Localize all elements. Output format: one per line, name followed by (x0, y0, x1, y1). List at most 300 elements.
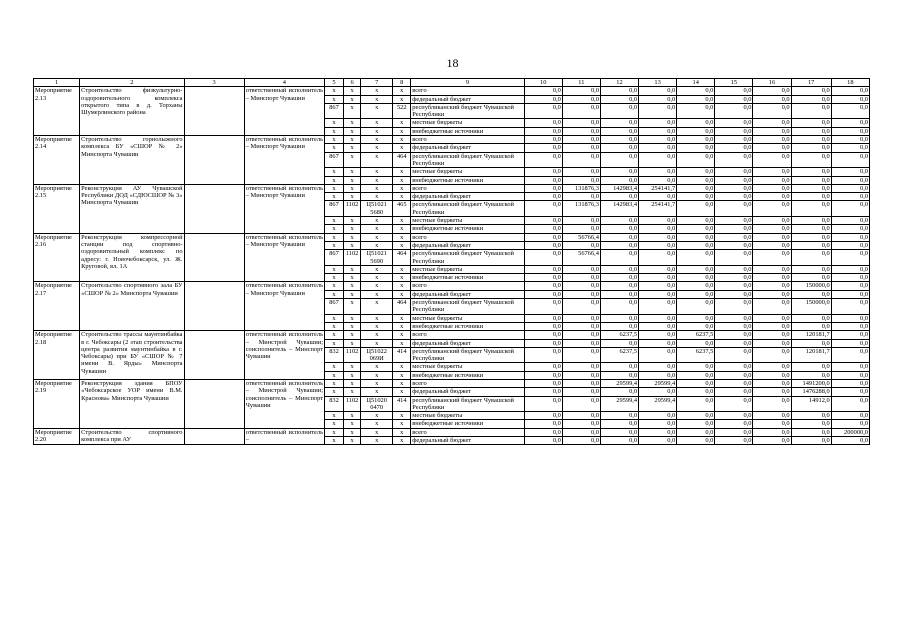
amount-cell: 0,0 (600, 87, 638, 95)
amount-cell: 0,0 (677, 225, 715, 233)
funding-source-cell: всего (411, 233, 524, 241)
amount-cell: 0,0 (677, 136, 715, 144)
funding-source-cell: республиканский бюджет Чувашской Республики (411, 103, 524, 119)
amount-cell: 0,0 (600, 322, 638, 330)
amount-cell: 0,0 (791, 339, 831, 347)
activity-description-cell: Строительство физкультурно-оздоровительного комплекса открытого типа в д. Торханы Шумерлинского района (80, 87, 184, 136)
budget-code-cell: x (361, 282, 393, 290)
amount-cell: 0,0 (639, 314, 677, 322)
amount-cell: 1491200,0 (791, 379, 831, 387)
amount-cell: 0,0 (753, 233, 791, 241)
budget-code-cell: x (393, 176, 411, 184)
amount-cell: 0,0 (524, 217, 562, 225)
amount-cell: 0,0 (831, 412, 869, 420)
budget-code-cell: x (325, 339, 344, 347)
amount-cell: 0,0 (831, 201, 869, 217)
amount-cell: 0,0 (562, 322, 600, 330)
amount-cell: 0,0 (791, 144, 831, 152)
amount-cell: 56766,4 (562, 233, 600, 241)
amount-cell: 0,0 (677, 119, 715, 127)
budget-code-cell: x (325, 95, 344, 103)
amount-cell: 0,0 (831, 347, 869, 363)
table-row (34, 282, 870, 290)
budget-code-cell: x (344, 379, 361, 387)
amount-cell: 0,0 (831, 241, 869, 249)
amount-cell: 0,0 (600, 241, 638, 249)
amount-cell: 0,0 (677, 282, 715, 290)
amount-cell: 0,0 (753, 274, 791, 282)
amount-cell: 0,0 (677, 103, 715, 119)
amount-cell: 0,0 (831, 233, 869, 241)
column-number-cell: 18 (831, 79, 869, 87)
amount-cell: 0,0 (524, 290, 562, 298)
budget-code-cell: x (393, 322, 411, 330)
budget-code-cell: x (361, 152, 393, 168)
budget-code-cell: x (344, 314, 361, 322)
amount-cell: 0,0 (715, 437, 753, 445)
amount-cell: 0,0 (562, 388, 600, 396)
amount-cell: 0,0 (831, 379, 869, 387)
amount-cell: 0,0 (600, 265, 638, 273)
amount-cell: 0,0 (524, 347, 562, 363)
amount-cell: 0,0 (639, 95, 677, 103)
budget-code-cell: x (361, 127, 393, 135)
amount-cell: 0,0 (600, 103, 638, 119)
amount-cell: 0,0 (524, 412, 562, 420)
amount-cell: 0,0 (715, 396, 753, 412)
amount-cell: 0,0 (562, 217, 600, 225)
funding-source-cell: местные бюджеты (411, 119, 524, 127)
amount-cell: 0,0 (715, 176, 753, 184)
amount-cell: 0,0 (831, 339, 869, 347)
amount-cell: 0,0 (600, 168, 638, 176)
amount-cell: 0,0 (639, 437, 677, 445)
amount-cell: 0,0 (677, 437, 715, 445)
amount-cell: 0,0 (715, 119, 753, 127)
activity-number-cell: Мероприятие 2.15 (34, 184, 80, 233)
budget-code-cell: x (344, 363, 361, 371)
amount-cell: 0,0 (831, 299, 869, 315)
funding-source-cell: местные бюджеты (411, 265, 524, 273)
budget-code-cell: x (393, 339, 411, 347)
amount-cell: 0,0 (600, 339, 638, 347)
column-number-cell: 7 (361, 79, 393, 87)
amount-cell: 0,0 (831, 371, 869, 379)
empty-cell (184, 282, 244, 331)
amount-cell: 29599,4 (600, 396, 638, 412)
amount-cell: 0,0 (600, 412, 638, 420)
amount-cell: 0,0 (524, 420, 562, 428)
empty-cell (184, 136, 244, 185)
budget-code-cell: x (393, 428, 411, 436)
amount-cell: 0,0 (715, 322, 753, 330)
column-number-cell: 1 (34, 79, 80, 87)
budget-code-cell: x (325, 322, 344, 330)
amount-cell: 0,0 (831, 290, 869, 298)
amount-cell: 0,0 (753, 412, 791, 420)
amount-cell: 0,0 (753, 193, 791, 201)
amount-cell: 0,0 (639, 420, 677, 428)
amount-cell: 0,0 (753, 314, 791, 322)
column-number-cell: 13 (639, 79, 677, 87)
budget-code-cell: x (325, 274, 344, 282)
amount-cell: 0,0 (677, 314, 715, 322)
amount-cell: 0,0 (677, 168, 715, 176)
budget-code-cell: 1102 (344, 347, 361, 363)
amount-cell: 0,0 (831, 420, 869, 428)
amount-cell: 0,0 (524, 331, 562, 339)
amount-cell: 0,0 (831, 388, 869, 396)
budget-code-cell: x (325, 241, 344, 249)
column-number-cell: 17 (791, 79, 831, 87)
amount-cell: 254141,7 (639, 184, 677, 192)
amount-cell: 0,0 (753, 331, 791, 339)
amount-cell: 0,0 (791, 322, 831, 330)
amount-cell: 0,0 (753, 168, 791, 176)
amount-cell: 0,0 (677, 379, 715, 387)
amount-cell: 0,0 (639, 87, 677, 95)
budget-code-cell: 1102 (344, 201, 361, 217)
budget-code-cell: x (325, 144, 344, 152)
budget-code-cell: x (325, 412, 344, 420)
amount-cell: 0,0 (677, 127, 715, 135)
budget-code-cell: x (393, 363, 411, 371)
amount-cell: 0,0 (639, 339, 677, 347)
amount-cell: 0,0 (639, 265, 677, 273)
activity-description-cell: Строительство спортивного зала БУ «СШОР № 2» Минспорта Чувашии (80, 282, 184, 331)
amount-cell: 0,0 (524, 339, 562, 347)
budget-code-cell: x (393, 233, 411, 241)
amount-cell: 0,0 (791, 428, 831, 436)
amount-cell: 0,0 (753, 152, 791, 168)
amount-cell: 0,0 (791, 152, 831, 168)
funding-source-cell: местные бюджеты (411, 168, 524, 176)
funding-source-cell: местные бюджеты (411, 217, 524, 225)
amount-cell: 0,0 (600, 282, 638, 290)
amount-cell: 131876,3 (562, 201, 600, 217)
amount-cell: 0,0 (562, 299, 600, 315)
budget-code-cell: 867 (325, 152, 344, 168)
empty-cell (184, 379, 244, 428)
amount-cell: 0,0 (600, 437, 638, 445)
budget-code-cell: x (361, 371, 393, 379)
budget-code-cell: x (393, 290, 411, 298)
budget-code-cell: x (393, 412, 411, 420)
amount-cell: 0,0 (831, 217, 869, 225)
amount-cell: 0,0 (639, 176, 677, 184)
amount-cell: 0,0 (639, 322, 677, 330)
amount-cell: 6237,5 (600, 331, 638, 339)
budget-code-cell: x (393, 95, 411, 103)
amount-cell: 0,0 (639, 152, 677, 168)
amount-cell: 0,0 (831, 363, 869, 371)
budget-code-cell: x (344, 299, 361, 315)
executor-cell: ответственный исполнитель – Минстрой Чувашии; соисполнитель – Минспорт Чувашии (244, 331, 324, 380)
budget-code-cell: x (393, 274, 411, 282)
amount-cell: 0,0 (639, 233, 677, 241)
amount-cell: 0,0 (831, 331, 869, 339)
budget-code-cell: x (325, 363, 344, 371)
amount-cell: 0,0 (639, 136, 677, 144)
funding-source-cell: внебюджетные источники (411, 274, 524, 282)
amount-cell: 0,0 (715, 225, 753, 233)
amount-cell: 0,0 (715, 168, 753, 176)
amount-cell: 0,0 (831, 176, 869, 184)
amount-cell: 0,0 (562, 420, 600, 428)
amount-cell: 0,0 (600, 136, 638, 144)
budget-code-cell: x (361, 299, 393, 315)
amount-cell: 0,0 (562, 437, 600, 445)
amount-cell: 0,0 (831, 144, 869, 152)
budget-code-cell: x (361, 339, 393, 347)
budget-code-cell: x (344, 95, 361, 103)
budget-code-cell: x (325, 184, 344, 192)
funding-source-cell: местные бюджеты (411, 363, 524, 371)
activity-description-cell: Реконструкция АУ Чувашской Республики ДОД «СДЮСШОР № 3» Минспорта Чувашии (80, 184, 184, 233)
amount-cell: 0,0 (562, 290, 600, 298)
funding-source-cell: внебюджетные источники (411, 322, 524, 330)
amount-cell: 0,0 (639, 274, 677, 282)
activity-number-cell: Мероприятие 2.19 (34, 379, 80, 428)
amount-cell: 0,0 (753, 136, 791, 144)
amount-cell: 0,0 (753, 379, 791, 387)
budget-code-cell: x (325, 437, 344, 445)
budget-code-cell: x (393, 144, 411, 152)
funding-source-cell: всего (411, 282, 524, 290)
budget-code-cell: x (361, 322, 393, 330)
budget-code-cell: x (361, 314, 393, 322)
executor-cell: ответственный исполнитель – Минспорт Чувашии (244, 233, 324, 282)
amount-cell: 0,0 (715, 339, 753, 347)
activity-number-cell: Мероприятие 2.17 (34, 282, 80, 331)
amount-cell: 0,0 (831, 282, 869, 290)
amount-cell: 0,0 (791, 217, 831, 225)
amount-cell: 0,0 (562, 363, 600, 371)
amount-cell: 0,0 (524, 322, 562, 330)
amount-cell: 0,0 (600, 428, 638, 436)
budget-code-cell: x (344, 217, 361, 225)
budget-code-cell: x (325, 87, 344, 95)
amount-cell: 0,0 (677, 144, 715, 152)
amount-cell: 0,0 (562, 168, 600, 176)
funding-source-cell: федеральный бюджет (411, 339, 524, 347)
budget-code-cell: 414 (393, 396, 411, 412)
amount-cell: 0,0 (562, 176, 600, 184)
amount-cell: 0,0 (524, 233, 562, 241)
amount-cell: 0,0 (831, 119, 869, 127)
amount-cell: 0,0 (562, 274, 600, 282)
amount-cell: 0,0 (831, 127, 869, 135)
amount-cell: 0,0 (831, 274, 869, 282)
budget-code-cell: x (393, 136, 411, 144)
amount-cell: 0,0 (677, 388, 715, 396)
amount-cell: 0,0 (562, 136, 600, 144)
budget-code-cell: x (344, 144, 361, 152)
budget-code-cell: x (325, 371, 344, 379)
amount-cell: 0,0 (677, 322, 715, 330)
amount-cell: 0,0 (677, 396, 715, 412)
amount-cell: 0,0 (639, 127, 677, 135)
budget-code-cell: x (344, 265, 361, 273)
budget-code-cell: x (361, 290, 393, 298)
amount-cell: 0,0 (715, 136, 753, 144)
amount-cell: 0,0 (639, 290, 677, 298)
amount-cell: 0,0 (677, 363, 715, 371)
budget-code-cell: Ц51021 5680 (361, 201, 393, 217)
activity-description-cell: Реконструкция здания БПОУ «Чебоксарское УОР имени В.М. Краснова» Минспорта Чувашии (80, 379, 184, 428)
amount-cell: 0,0 (562, 428, 600, 436)
funding-source-cell: республиканский бюджет Чувашской Республики (411, 347, 524, 363)
amount-cell: 0,0 (715, 347, 753, 363)
amount-cell: 0,0 (524, 282, 562, 290)
funding-source-cell: всего (411, 331, 524, 339)
amount-cell: 120181,7 (791, 331, 831, 339)
amount-cell: 0,0 (715, 103, 753, 119)
amount-cell: 0,0 (600, 274, 638, 282)
budget-code-cell: x (361, 225, 393, 233)
amount-cell: 0,0 (524, 95, 562, 103)
funding-source-cell: федеральный бюджет (411, 388, 524, 396)
budget-code-cell: x (344, 225, 361, 233)
funding-source-cell: республиканский бюджет Чувашской Республики (411, 396, 524, 412)
amount-cell: 6237,5 (600, 347, 638, 363)
amount-cell: 0,0 (791, 363, 831, 371)
amount-cell: 0,0 (677, 265, 715, 273)
amount-cell: 200000,0 (831, 428, 869, 436)
column-number-cell: 4 (244, 79, 324, 87)
amount-cell: 0,0 (831, 168, 869, 176)
funding-source-cell: республиканский бюджет Чувашской Республики (411, 299, 524, 315)
amount-cell: 0,0 (639, 103, 677, 119)
amount-cell: 0,0 (562, 152, 600, 168)
activity-description-cell: Строительство спортивного комплекса при АУ (81, 428, 183, 444)
amount-cell: 0,0 (715, 331, 753, 339)
amount-cell: 0,0 (753, 217, 791, 225)
budget-code-cell: x (325, 388, 344, 396)
budget-code-cell: 522 (393, 103, 411, 119)
amount-cell: 0,0 (753, 363, 791, 371)
budget-code-cell: x (344, 420, 361, 428)
budget-code-cell: x (361, 428, 393, 436)
budget-code-cell: x (344, 152, 361, 168)
activity-description-cell: Строительство горнолыжного комплекса БУ «СШОР № 2» Минспорта Чувашии (80, 136, 184, 185)
amount-cell: 0,0 (753, 420, 791, 428)
amount-cell: 0,0 (562, 339, 600, 347)
table-row (34, 184, 870, 192)
budget-code-cell: x (361, 274, 393, 282)
amount-cell: 0,0 (753, 119, 791, 127)
table-row (34, 331, 870, 339)
budget-code-cell: x (393, 225, 411, 233)
amount-cell: 0,0 (562, 87, 600, 95)
budget-code-cell: x (393, 379, 411, 387)
activity-number-cell: Мероприятие 2.16 (34, 233, 80, 282)
column-number-cell: 10 (524, 79, 562, 87)
amount-cell: 0,0 (677, 250, 715, 266)
amount-cell: 0,0 (753, 339, 791, 347)
amount-cell: 0,0 (715, 250, 753, 266)
funding-source-cell: республиканский бюджет Чувашской Республики (411, 152, 524, 168)
budget-code-cell: x (325, 225, 344, 233)
amount-cell: 0,0 (677, 412, 715, 420)
column-number-cell: 12 (600, 79, 638, 87)
amount-cell: 0,0 (639, 168, 677, 176)
amount-cell: 0,0 (600, 250, 638, 266)
amount-cell: 0,0 (791, 412, 831, 420)
amount-cell: 0,0 (639, 371, 677, 379)
amount-cell: 0,0 (600, 119, 638, 127)
column-number-cell: 9 (411, 79, 524, 87)
amount-cell: 0,0 (639, 250, 677, 266)
amount-cell: 0,0 (600, 95, 638, 103)
column-number-cell: 6 (344, 79, 361, 87)
budget-code-cell: x (361, 388, 393, 396)
budget-code-cell: x (393, 87, 411, 95)
amount-cell: 150000,0 (791, 282, 831, 290)
table-row (34, 136, 870, 144)
amount-cell: 0,0 (600, 290, 638, 298)
budget-code-cell: x (361, 193, 393, 201)
funding-source-cell: местные бюджеты (411, 314, 524, 322)
amount-cell: 0,0 (677, 201, 715, 217)
budget-code-cell: x (344, 168, 361, 176)
amount-cell: 0,0 (600, 314, 638, 322)
executor-cell: ответственный исполнитель – Минспорт Чувашии (244, 184, 324, 233)
budget-code-cell: x (361, 176, 393, 184)
amount-cell: 0,0 (715, 217, 753, 225)
amount-cell: 0,0 (677, 290, 715, 298)
amount-cell: 0,0 (791, 314, 831, 322)
amount-cell: 0,0 (831, 322, 869, 330)
budget-code-cell: x (361, 437, 393, 445)
amount-cell: 0,0 (524, 241, 562, 249)
budget-code-cell: x (344, 331, 361, 339)
amount-cell: 0,0 (715, 379, 753, 387)
budget-code-cell: x (361, 412, 393, 420)
amount-cell: 0,0 (600, 144, 638, 152)
amount-cell: 0,0 (753, 127, 791, 135)
budget-code-cell: x (361, 95, 393, 103)
empty-cell (184, 233, 244, 282)
funding-source-cell: федеральный бюджет (411, 95, 524, 103)
budget-code-cell: x (393, 265, 411, 273)
budget-code-cell: x (393, 119, 411, 127)
budget-code-cell: x (361, 331, 393, 339)
amount-cell: 0,0 (524, 144, 562, 152)
amount-cell: 0,0 (562, 241, 600, 249)
amount-cell: 0,0 (677, 241, 715, 249)
amount-cell: 0,0 (600, 299, 638, 315)
amount-cell: 0,0 (753, 103, 791, 119)
amount-cell: 0,0 (600, 363, 638, 371)
amount-cell: 0,0 (600, 217, 638, 225)
amount-cell: 29599,4 (639, 396, 677, 412)
amount-cell: 0,0 (791, 274, 831, 282)
budget-code-cell: x (344, 87, 361, 95)
amount-cell: 0,0 (753, 322, 791, 330)
amount-cell: 0,0 (753, 371, 791, 379)
amount-cell: 0,0 (791, 225, 831, 233)
amount-cell: 0,0 (715, 233, 753, 241)
amount-cell: 0,0 (600, 371, 638, 379)
amount-cell: 0,0 (753, 201, 791, 217)
budget-code-cell: 464 (393, 299, 411, 315)
executor-cell: ответственный исполнитель – (245, 428, 323, 444)
amount-cell: 142983,4 (600, 184, 638, 192)
amount-cell: 0,0 (524, 119, 562, 127)
amount-cell: 0,0 (791, 103, 831, 119)
budget-code-cell: x (344, 412, 361, 420)
